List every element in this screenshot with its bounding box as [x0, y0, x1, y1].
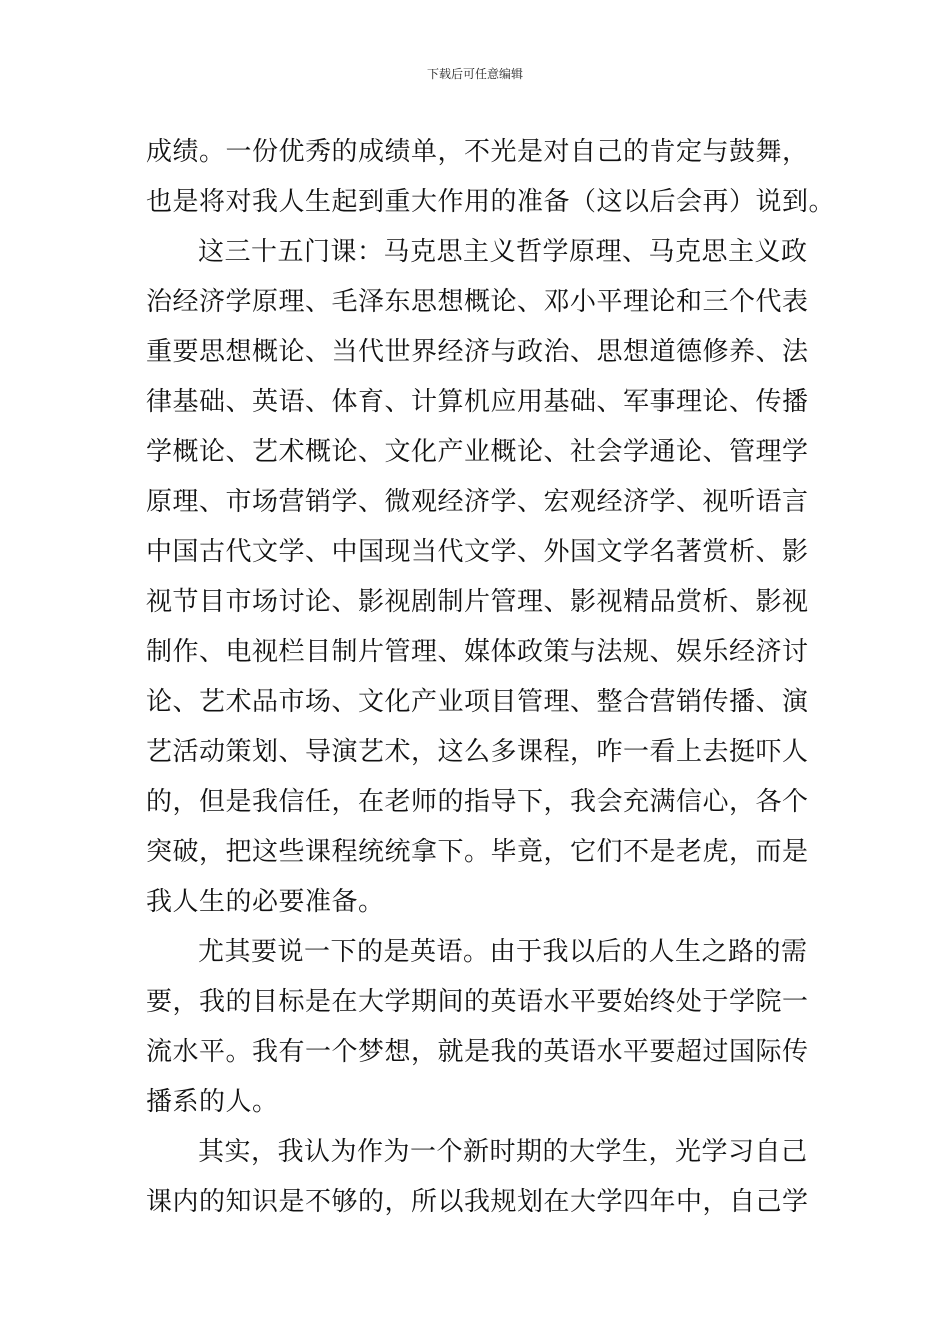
page-header: 下载后可任意编辑: [426, 67, 523, 81]
text-line: 尤其要说一下的是英语。由于我以后的人生之路的需: [198, 937, 808, 967]
paragraph-extra-study: [146, 1127, 809, 1227]
paragraph-english: [146, 927, 809, 1127]
text-line: 原理、市场营销学、微观经济学、宏观经济学、视听语言: [146, 487, 809, 517]
text-line: 我人生的必要准备。: [146, 887, 385, 917]
text-line: 其实，我认为作为一个新时期的大学生，光学习自己: [198, 1137, 808, 1167]
paragraph-courses: [146, 227, 809, 927]
text-line: 重要思想概论、当代世界经济与政治、思想道德修养、法: [146, 337, 809, 367]
text-line: 突破，把这些课程统统拿下。毕竟，它们不是老虎，而是: [146, 837, 809, 867]
text-line: 也是将对我人生起到重大作用的准备（这以后会再）说到。: [146, 187, 836, 217]
text-line: 中国古代文学、中国现当代文学、外国文学名著赏析、影: [146, 537, 809, 567]
text-line: 治经济学原理、毛泽东思想概论、邓小平理论和三个代表: [146, 287, 809, 317]
text-line: 要，我的目标是在大学期间的英语水平要始终处于学院一: [146, 987, 809, 1017]
text-line: 论、艺术品市场、文化产业项目管理、整合营销传播、演: [146, 687, 809, 717]
text-line: 播系的人。: [146, 1087, 279, 1117]
text-line: 律基础、英语、体育、计算机应用基础、军事理论、传播: [146, 387, 809, 417]
document-body: [146, 127, 836, 1227]
text-line: 课内的知识是不够的，所以我规划在大学四年中，自己学: [146, 1187, 809, 1217]
text-line: 制作、电视栏目制片管理、媒体政策与法规、娱乐经济讨: [146, 637, 809, 667]
text-line: 学概论、艺术概论、文化产业概论、社会学通论、管理学: [146, 437, 809, 467]
text-line: 视节目市场讨论、影视剧制片管理、影视精品赏析、影视: [146, 587, 809, 617]
text-line: 这三十五门课：马克思主义哲学原理、马克思主义政: [198, 237, 808, 267]
text-line: 艺活动策划、导演艺术，这么多课程，咋一看上去挺吓人: [146, 737, 809, 767]
paragraph-continuation: [146, 127, 836, 227]
text-line: 流水平。我有一个梦想，就是我的英语水平要超过国际传: [146, 1037, 809, 1067]
text-line: 的，但是我信任，在老师的指导下，我会充满信心，各个: [146, 787, 809, 817]
text-line: 成绩。一份优秀的成绩单，不光是对自己的肯定与鼓舞，: [146, 137, 809, 167]
